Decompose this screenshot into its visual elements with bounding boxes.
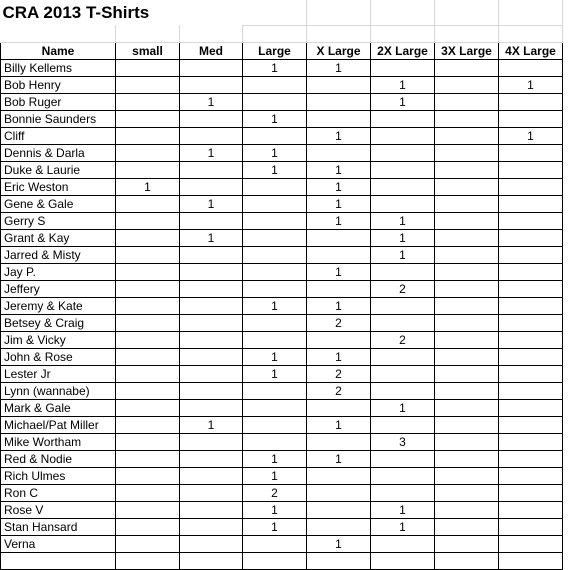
count-cell[interactable] [499,399,563,416]
sheet-body [1,0,563,569]
count-cell[interactable] [180,501,243,518]
count-cell[interactable] [499,450,563,467]
count-cell[interactable] [435,263,499,280]
count-cell[interactable]: 1 [307,535,371,552]
count-cell[interactable] [371,450,435,467]
count-cell[interactable] [499,93,563,110]
count-cell[interactable] [116,59,180,76]
count-cell[interactable]: 1 [243,110,307,127]
table-row [1,93,563,110]
cell[interactable] [307,25,371,42]
header-4x-large[interactable]: 4X Large [499,42,563,59]
cell[interactable] [116,25,180,42]
name-cell[interactable]: Mike Wortham [1,433,116,450]
count-cell[interactable] [371,535,435,552]
count-cell[interactable] [180,535,243,552]
count-cell[interactable] [180,450,243,467]
name-cell[interactable]: Jarred & Misty [1,246,116,263]
cell[interactable] [435,0,499,25]
count-cell[interactable] [116,382,180,399]
table-row [1,110,563,127]
header-2x-large[interactable]: 2X Large [371,42,435,59]
table-row [1,212,563,229]
name-cell[interactable]: Bob Ruger [1,93,116,110]
count-cell[interactable] [499,518,563,535]
header-name[interactable]: Name [1,42,116,59]
count-cell[interactable] [499,144,563,161]
name-cell[interactable]: John & Rose [1,348,116,365]
count-cell[interactable]: 2 [307,365,371,382]
cell[interactable] [371,0,435,25]
count-cell[interactable] [435,467,499,484]
count-cell[interactable] [371,59,435,76]
table-row [1,467,563,484]
count-cell[interactable] [499,263,563,280]
count-cell[interactable] [499,59,563,76]
header-med[interactable]: Med [180,42,243,59]
count-cell[interactable]: 1 [371,212,435,229]
count-cell[interactable]: 3 [371,433,435,450]
count-cell[interactable]: 1 [371,76,435,93]
cell[interactable] [180,25,243,42]
count-cell[interactable]: 1 [243,144,307,161]
count-cell[interactable] [243,535,307,552]
count-cell[interactable] [116,501,180,518]
name-cell[interactable]: Ron C [1,484,116,501]
count-cell[interactable] [371,348,435,365]
name-cell[interactable]: Red & Nodie [1,450,116,467]
count-cell[interactable] [243,280,307,297]
table-row [1,144,563,161]
name-cell[interactable]: Jeffery [1,280,116,297]
table-row [1,382,563,399]
count-cell[interactable]: 1 [371,518,435,535]
table-row [1,161,563,178]
count-cell[interactable] [371,127,435,144]
count-cell[interactable]: 1 [307,161,371,178]
count-cell[interactable] [435,195,499,212]
count-cell[interactable] [499,365,563,382]
table-row [1,314,563,331]
count-cell[interactable]: 1 [371,501,435,518]
header-small[interactable]: small [116,42,180,59]
count-cell[interactable] [243,246,307,263]
count-cell[interactable] [180,297,243,314]
count-cell[interactable]: 1 [307,195,371,212]
count-cell[interactable] [243,76,307,93]
name-cell[interactable]: Cliff [1,127,116,144]
name-cell[interactable]: Jay P. [1,263,116,280]
count-cell[interactable] [116,535,180,552]
count-cell[interactable]: 2 [371,331,435,348]
count-cell[interactable] [243,433,307,450]
count-cell[interactable] [499,229,563,246]
count-cell[interactable] [435,518,499,535]
count-cell[interactable] [435,382,499,399]
count-cell[interactable] [116,365,180,382]
count-cell[interactable] [307,229,371,246]
name-cell[interactable]: Verna [1,535,116,552]
count-cell[interactable]: 1 [243,59,307,76]
count-cell[interactable]: 2 [307,314,371,331]
count-cell[interactable] [116,195,180,212]
count-cell[interactable] [371,297,435,314]
count-cell[interactable] [307,484,371,501]
count-cell[interactable] [116,76,180,93]
count-cell[interactable] [180,348,243,365]
count-cell[interactable] [116,314,180,331]
count-cell[interactable]: 1 [307,297,371,314]
count-cell[interactable] [116,331,180,348]
header-3x-large[interactable]: 3X Large [435,42,499,59]
count-cell[interactable] [499,467,563,484]
count-cell[interactable] [499,535,563,552]
count-cell[interactable]: 1 [243,161,307,178]
count-cell[interactable] [371,365,435,382]
count-cell[interactable] [116,263,180,280]
count-cell[interactable]: 1 [180,93,243,110]
name-cell[interactable]: Betsey & Craig [1,314,116,331]
count-cell[interactable] [180,382,243,399]
count-cell[interactable] [435,416,499,433]
count-cell[interactable] [499,433,563,450]
count-cell[interactable] [435,212,499,229]
count-cell[interactable] [116,110,180,127]
count-cell[interactable] [180,467,243,484]
count-cell[interactable] [499,382,563,399]
count-cell[interactable] [116,144,180,161]
count-cell[interactable] [371,382,435,399]
table-row [1,416,563,433]
blank-row [1,25,563,42]
count-cell[interactable] [307,110,371,127]
count-cell[interactable]: 1 [499,127,563,144]
table-row [1,535,563,552]
count-cell[interactable]: 1 [180,416,243,433]
count-cell[interactable]: 1 [307,212,371,229]
count-cell[interactable] [116,297,180,314]
count-cell[interactable] [180,314,243,331]
count-cell[interactable]: 1 [243,450,307,467]
count-cell[interactable] [371,416,435,433]
table-row [1,331,563,348]
count-cell[interactable] [435,331,499,348]
count-cell[interactable] [243,416,307,433]
count-cell[interactable] [307,501,371,518]
count-cell[interactable] [116,246,180,263]
cell[interactable] [307,0,371,25]
count-cell[interactable] [180,484,243,501]
count-cell[interactable]: 1 [307,416,371,433]
count-cell[interactable] [180,178,243,195]
count-cell[interactable] [435,484,499,501]
count-cell[interactable] [116,552,180,569]
count-cell[interactable] [371,484,435,501]
cell[interactable] [1,25,116,42]
count-cell[interactable]: 1 [307,178,371,195]
count-cell[interactable] [180,263,243,280]
count-cell[interactable] [180,280,243,297]
count-cell[interactable] [435,93,499,110]
count-cell[interactable] [307,518,371,535]
name-cell[interactable]: Gene & Gale [1,195,116,212]
count-cell[interactable] [499,246,563,263]
count-cell[interactable] [499,416,563,433]
name-cell[interactable]: Stan Hansard [1,518,116,535]
count-cell[interactable]: 2 [243,484,307,501]
count-cell[interactable]: 1 [243,348,307,365]
count-cell[interactable]: 1 [499,76,563,93]
count-cell[interactable] [499,484,563,501]
count-cell[interactable] [180,433,243,450]
table-row [1,59,563,76]
header-x-large[interactable]: X Large [307,42,371,59]
count-cell[interactable] [371,144,435,161]
count-cell[interactable] [116,280,180,297]
table-row [1,297,563,314]
count-cell[interactable] [243,127,307,144]
count-cell[interactable] [435,297,499,314]
count-cell[interactable] [116,212,180,229]
name-cell[interactable]: Grant & Kay [1,229,116,246]
name-cell[interactable]: Bob Henry [1,76,116,93]
name-cell[interactable]: Bonnie Saunders [1,110,116,127]
count-cell[interactable] [435,178,499,195]
count-cell[interactable] [307,467,371,484]
count-cell[interactable] [243,263,307,280]
count-cell[interactable] [435,161,499,178]
count-cell[interactable] [435,365,499,382]
count-cell[interactable] [116,93,180,110]
count-cell[interactable] [180,76,243,93]
count-cell[interactable] [435,314,499,331]
name-cell[interactable]: Dennis & Darla [1,144,116,161]
count-cell[interactable] [307,433,371,450]
table-row [1,365,563,382]
count-cell[interactable] [307,76,371,93]
cell[interactable] [499,0,563,25]
count-cell[interactable] [371,161,435,178]
table-row [1,229,563,246]
table-row [1,433,563,450]
count-cell[interactable] [243,195,307,212]
count-cell[interactable] [307,246,371,263]
count-cell[interactable] [243,93,307,110]
name-cell[interactable]: Lynn (wannabe) [1,382,116,399]
count-cell[interactable] [307,280,371,297]
header-large[interactable]: Large [243,42,307,59]
count-cell[interactable] [180,552,243,569]
count-cell[interactable]: 1 [307,263,371,280]
count-cell[interactable]: 1 [307,127,371,144]
count-cell[interactable]: 1 [307,450,371,467]
title-row [1,0,563,25]
name-cell[interactable]: Lester Jr [1,365,116,382]
count-cell[interactable] [499,178,563,195]
name-cell[interactable]: Billy Kellems [1,59,116,76]
count-cell[interactable] [435,348,499,365]
count-cell[interactable] [371,110,435,127]
count-cell[interactable] [499,331,563,348]
count-cell[interactable] [243,331,307,348]
count-cell[interactable] [243,314,307,331]
count-cell[interactable] [116,450,180,467]
count-cell[interactable] [435,229,499,246]
cell[interactable] [243,0,307,25]
name-cell[interactable]: Rich Ulmes [1,467,116,484]
count-cell[interactable] [180,110,243,127]
count-cell[interactable] [435,127,499,144]
count-cell[interactable]: 1 [371,93,435,110]
count-cell[interactable] [180,246,243,263]
count-cell[interactable] [116,433,180,450]
name-cell[interactable]: Michael/Pat Miller [1,416,116,433]
count-cell[interactable]: 2 [371,280,435,297]
table-row [1,127,563,144]
count-cell[interactable] [116,467,180,484]
count-cell[interactable] [435,399,499,416]
count-cell[interactable] [499,297,563,314]
name-cell[interactable]: Eric Weston [1,178,116,195]
table-row [1,178,563,195]
count-cell[interactable] [435,110,499,127]
count-cell[interactable] [243,212,307,229]
table-row [1,501,563,518]
count-cell[interactable] [499,195,563,212]
count-cell[interactable] [435,76,499,93]
count-cell[interactable] [499,280,563,297]
count-cell[interactable] [116,229,180,246]
count-cell[interactable] [243,552,307,569]
count-cell[interactable] [180,518,243,535]
name-cell[interactable]: Jeremy & Kate [1,297,116,314]
name-cell[interactable]: Rose V [1,501,116,518]
count-cell[interactable] [116,348,180,365]
count-cell[interactable]: 1 [307,348,371,365]
count-cell[interactable]: 1 [307,59,371,76]
count-cell[interactable] [435,535,499,552]
count-cell[interactable] [180,161,243,178]
count-cell[interactable] [180,212,243,229]
table-row [1,195,563,212]
name-cell[interactable]: Mark & Gale [1,399,116,416]
count-cell[interactable] [499,501,563,518]
count-cell[interactable] [435,246,499,263]
cell[interactable] [371,25,435,42]
count-cell[interactable] [435,433,499,450]
count-cell[interactable]: 1 [371,246,435,263]
count-cell[interactable] [435,501,499,518]
table-row [1,263,563,280]
count-cell[interactable] [116,518,180,535]
table-row [1,518,563,535]
count-cell[interactable] [116,399,180,416]
count-cell[interactable] [116,161,180,178]
count-cell[interactable] [180,127,243,144]
count-cell[interactable]: 1 [116,178,180,195]
count-cell[interactable] [435,450,499,467]
count-cell[interactable] [499,110,563,127]
count-cell[interactable]: 1 [243,518,307,535]
count-cell[interactable] [243,229,307,246]
name-cell[interactable] [1,552,116,569]
count-cell[interactable] [307,93,371,110]
count-cell[interactable] [499,212,563,229]
count-cell[interactable]: 1 [243,467,307,484]
header-row [1,42,563,59]
cell[interactable] [243,25,307,42]
count-cell[interactable]: 1 [243,297,307,314]
count-cell[interactable]: 1 [180,195,243,212]
table-row [1,76,563,93]
count-cell[interactable] [243,399,307,416]
count-cell[interactable] [435,280,499,297]
table-row [1,552,563,569]
name-cell[interactable]: Jim & Vicky [1,331,116,348]
count-cell[interactable]: 1 [371,229,435,246]
count-cell[interactable] [307,144,371,161]
count-cell[interactable] [180,331,243,348]
table-row [1,399,563,416]
count-cell[interactable] [499,552,563,569]
count-cell[interactable]: 1 [180,229,243,246]
count-cell[interactable] [243,178,307,195]
count-cell[interactable] [371,178,435,195]
count-cell[interactable]: 1 [243,365,307,382]
cell[interactable] [499,25,563,42]
count-cell[interactable]: 2 [307,382,371,399]
count-cell[interactable] [499,161,563,178]
count-cell[interactable] [435,144,499,161]
count-cell[interactable]: 1 [180,144,243,161]
count-cell[interactable] [180,59,243,76]
count-cell[interactable] [435,552,499,569]
count-cell[interactable]: 1 [243,501,307,518]
count-cell[interactable] [116,484,180,501]
count-cell[interactable] [371,467,435,484]
count-cell[interactable] [116,416,180,433]
count-cell[interactable] [371,314,435,331]
count-cell[interactable] [371,195,435,212]
name-cell[interactable]: Duke & Laurie [1,161,116,178]
count-cell[interactable]: 1 [371,399,435,416]
table-row [1,246,563,263]
count-cell[interactable] [371,263,435,280]
table-row [1,450,563,467]
count-cell[interactable] [499,314,563,331]
name-cell[interactable]: Gerry S [1,212,116,229]
count-cell[interactable] [243,382,307,399]
count-cell[interactable] [180,399,243,416]
table-row [1,280,563,297]
count-cell[interactable] [371,552,435,569]
table-row [1,484,563,501]
count-cell[interactable] [307,399,371,416]
cell[interactable] [435,25,499,42]
table-row [1,348,563,365]
count-cell[interactable] [307,331,371,348]
count-cell[interactable] [435,59,499,76]
count-cell[interactable] [180,365,243,382]
count-cell[interactable] [499,348,563,365]
count-cell[interactable] [116,127,180,144]
sheet-title[interactable]: CRA 2013 T-Shirts [2,2,150,22]
count-cell[interactable] [307,552,371,569]
